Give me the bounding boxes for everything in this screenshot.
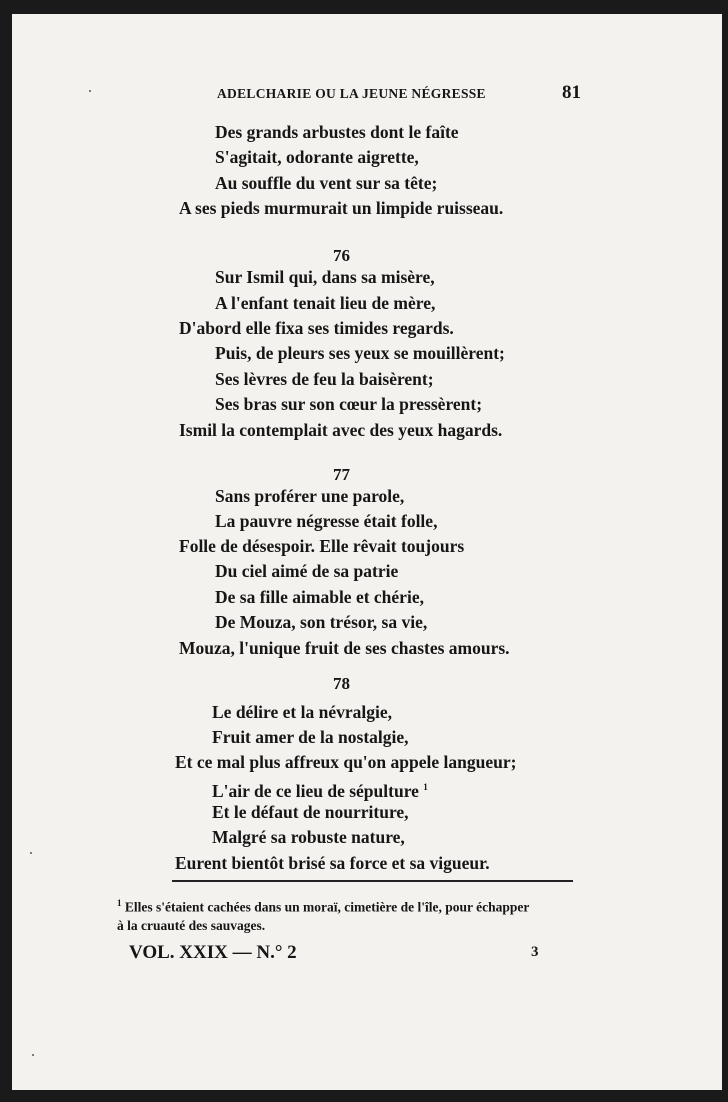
verse-line: A ses pieds murmurait un limpide ruisseau.	[179, 198, 504, 218]
footnote-text: Elles s'étaient cachées dans un moraï, cimetière de l'île, pour échapper	[124, 899, 530, 915]
verse-line: Malgré sa robuste nature,	[212, 827, 405, 847]
verse-line: S'agitait, odorante aigrette,	[215, 147, 419, 167]
verse-line: Ses lèvres de feu la baisèrent;	[215, 369, 434, 389]
verse-line	[212, 777, 428, 801]
footnote-rule	[172, 880, 573, 882]
verse-line: Ismil la contemplait avec des yeux hagards.	[179, 420, 503, 440]
running-header: ADELCHARIE OU LA JEUNE NÉGRESSE	[217, 86, 486, 101]
verse-line: La pauvre négresse était folle,	[215, 511, 438, 531]
verse-line: Mouza, l'unique fruit de ses chastes amours.	[179, 638, 510, 658]
verse-line: Ses bras sur son cœur la pressèrent;	[215, 394, 483, 414]
verse-line: Et le défaut de nourriture,	[212, 802, 409, 822]
page-number: 81	[562, 82, 581, 103]
verse-line: Puis, de pleurs ses yeux se mouillèrent;	[215, 343, 505, 363]
verse-line: Du ciel aimé de sa patrie	[215, 561, 399, 581]
stanza-number: 76	[333, 246, 350, 265]
verse-text: L'air de ce lieu de sépulture	[212, 780, 419, 801]
verse-line: Sans proférer une parole,	[215, 486, 405, 506]
verse-line: Le délire et la névralgie,	[212, 702, 392, 722]
verse-line: Au souffle du vent sur sa tête;	[215, 173, 438, 193]
stanza-number: 77	[333, 465, 350, 484]
signature-mark: VOL. XXIX — N.° 2	[129, 942, 297, 963]
verse-line: A l'enfant tenait lieu de mère,	[215, 293, 436, 313]
verse-line: D'abord elle fixa ses timides regards.	[179, 318, 454, 338]
verse-line: Et ce mal plus affreux qu'on appele langueur;	[175, 752, 517, 772]
document-page	[12, 14, 722, 1090]
verse-line: Eurent bientôt brisé sa force et sa vigueur.	[175, 853, 490, 873]
verse-line: Folle de désespoir. Elle rêvait toujours	[179, 536, 465, 556]
verse-line: De Mouza, son trésor, sa vie,	[215, 612, 428, 632]
paper-speck	[89, 90, 91, 92]
verse-line: Sur Ismil qui, dans sa misère,	[215, 267, 435, 287]
stanza-number: 78	[333, 674, 350, 693]
footnote-number: 1	[117, 898, 122, 908]
paper-speck	[32, 1054, 34, 1056]
verse-line: Des grands arbustes dont le faîte	[215, 122, 459, 142]
footnote-line	[117, 898, 529, 916]
signature-number: 3	[531, 944, 539, 960]
verse-line: De sa fille aimable et chérie,	[215, 587, 424, 607]
verse-line: Fruit amer de la nostalgie,	[212, 727, 409, 747]
footnote-line: à la cruauté des sauvages.	[117, 918, 266, 933]
paper-speck	[30, 852, 32, 854]
footnote-marker: 1	[423, 782, 428, 792]
